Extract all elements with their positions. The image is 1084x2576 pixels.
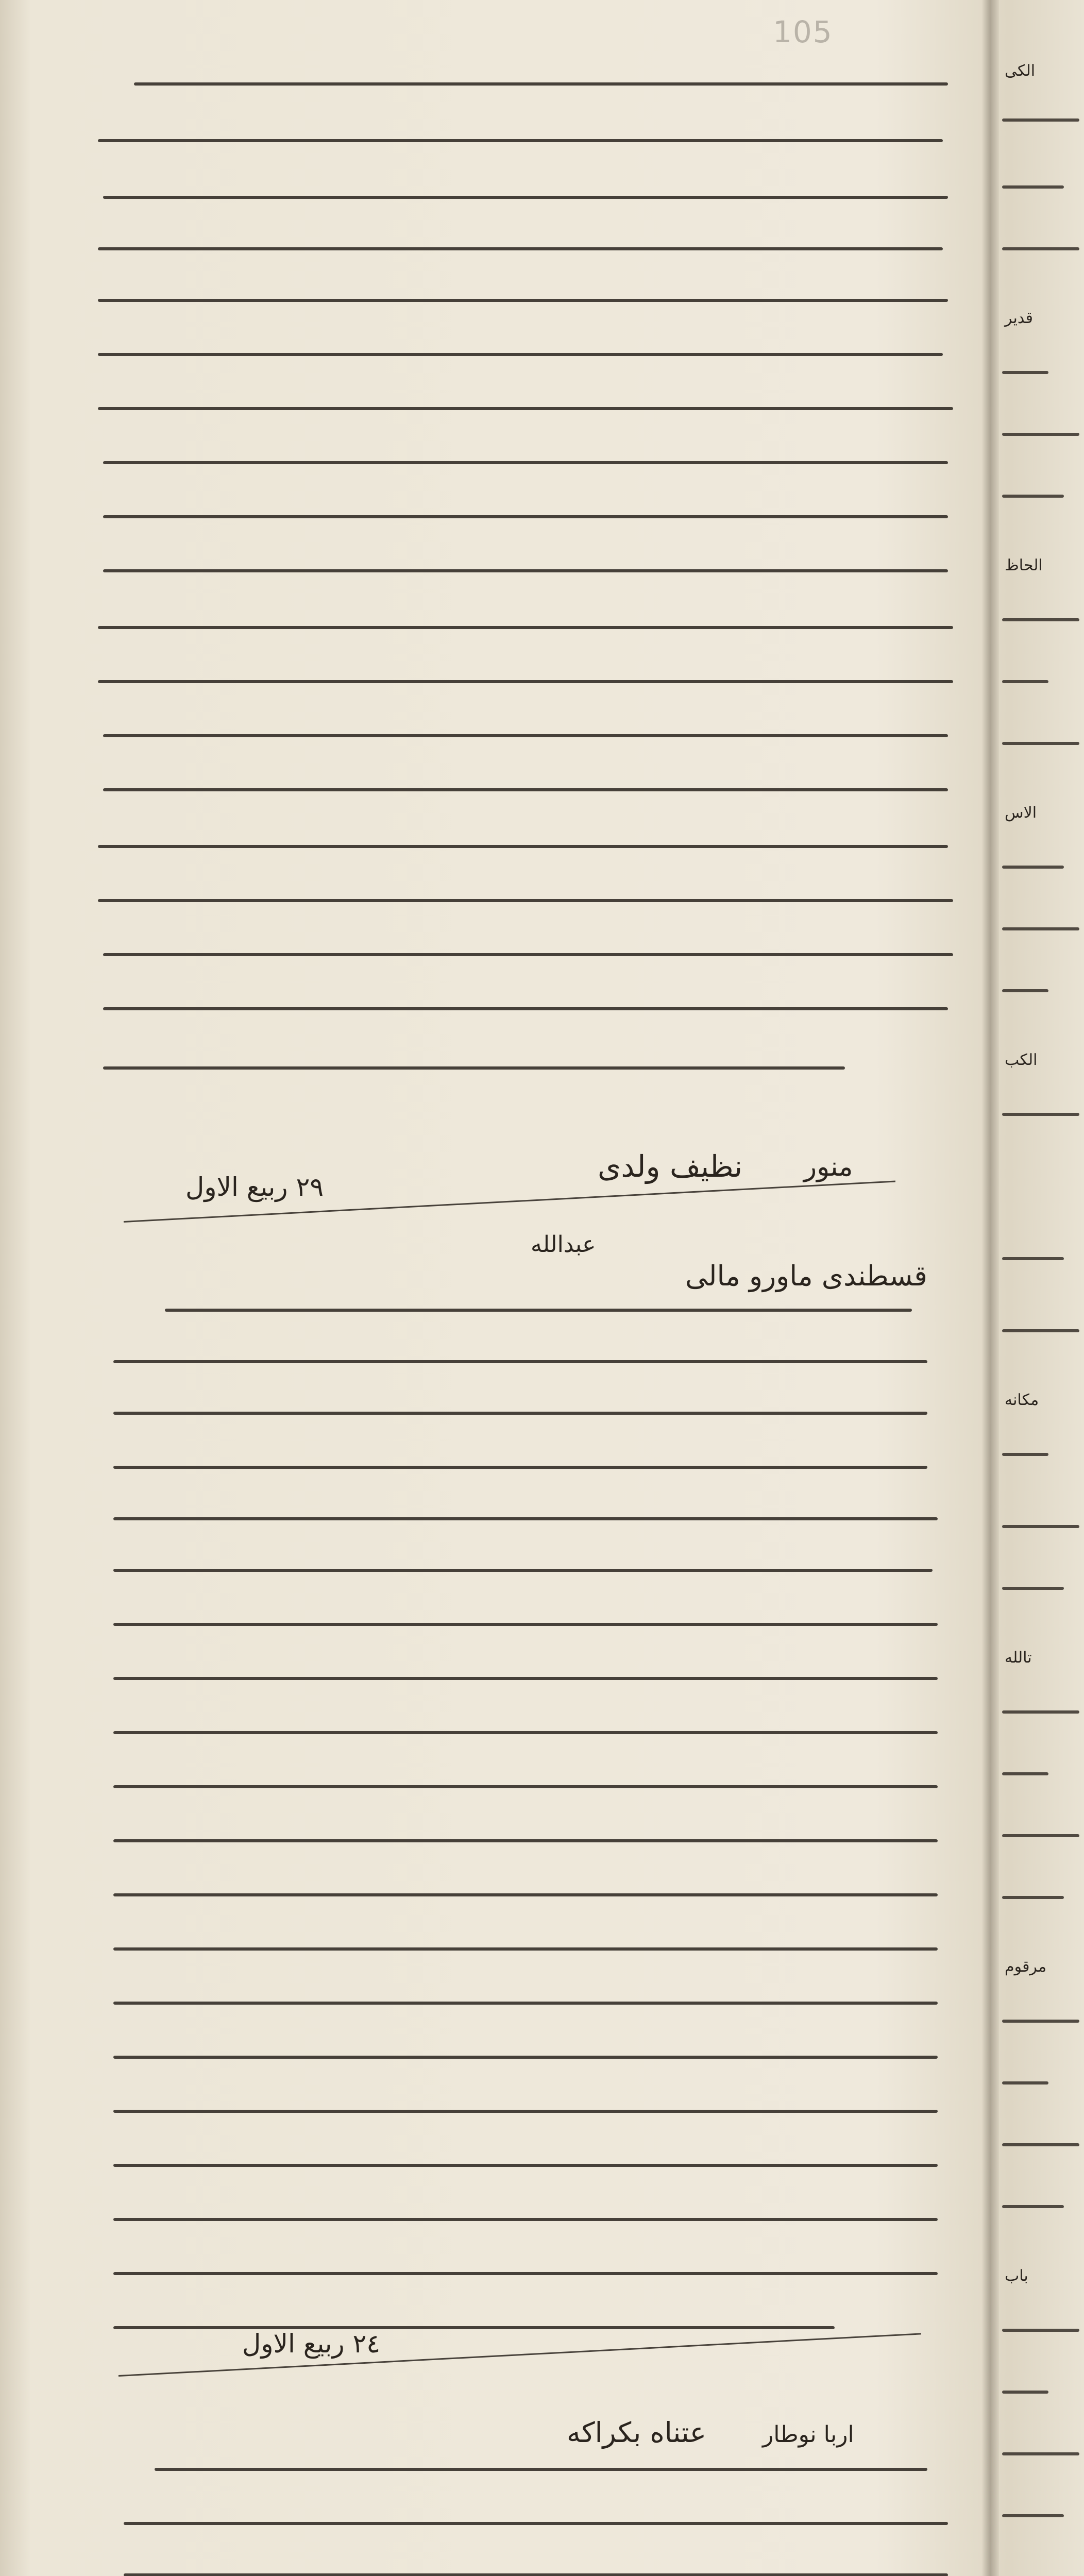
facing-page-fragment: مرقوم <box>1005 1958 1047 1976</box>
facing-script-line <box>1002 2081 1048 2084</box>
facing-script-line <box>1002 2391 1048 2394</box>
script-line <box>113 1517 938 1520</box>
entry-2-date: ٢٤ ربیع الاول <box>242 2329 381 2359</box>
facing-script-line <box>1002 989 1048 992</box>
script-line <box>98 899 953 902</box>
facing-script-line <box>1002 2452 1079 2455</box>
facing-script-line <box>1002 1329 1079 1332</box>
script-line <box>113 1893 938 1896</box>
script-line <box>113 2164 938 2167</box>
script-line <box>103 461 948 464</box>
facing-script-line <box>1002 433 1079 436</box>
facing-script-line <box>1002 1772 1048 1775</box>
script-line <box>103 196 948 199</box>
script-line <box>103 1007 948 1010</box>
script-line <box>98 247 943 250</box>
facing-script-line <box>1002 1453 1048 1456</box>
script-line <box>124 2573 948 2576</box>
script-line <box>103 515 948 518</box>
facing-script-line <box>1002 495 1064 498</box>
script-line <box>113 1731 938 1734</box>
script-line <box>98 845 948 848</box>
script-line <box>98 626 953 629</box>
script-line <box>113 1569 933 1572</box>
entry-1-date: ٢٩ ربیع الاول <box>185 1172 324 1202</box>
script-line <box>113 2056 938 2059</box>
entry-1-margin-prefix: منور <box>804 1151 853 1182</box>
facing-script-line <box>1002 185 1064 189</box>
script-line <box>103 953 953 956</box>
script-line <box>113 2218 938 2221</box>
facing-page-fragment: قدیر <box>1005 309 1033 327</box>
script-line <box>113 1839 938 1842</box>
facing-page-fragment: الکی <box>1005 62 1036 80</box>
facing-script-line <box>1002 2143 1079 2146</box>
entry-3-margin-prefix: اربا نوطار <box>763 2421 854 2448</box>
script-line <box>103 788 948 791</box>
facing-script-line <box>1002 618 1079 621</box>
script-line <box>155 2468 927 2471</box>
facing-script-line <box>1002 1710 1079 1714</box>
facing-script-line <box>1002 1834 1079 1837</box>
facing-page-fragment: باب <box>1005 2267 1028 2285</box>
script-line <box>103 734 948 737</box>
entry-2-margin-prefix: عبدالله <box>531 1231 596 1258</box>
facing-script-line <box>1002 2329 1079 2332</box>
script-line <box>113 1360 927 1363</box>
facing-script-line <box>1002 247 1079 250</box>
facing-script-line <box>1002 927 1079 930</box>
script-line <box>113 2110 938 2113</box>
script-line <box>103 1066 845 1070</box>
entry-3-margin-heading: عتناه بکراکه <box>567 2416 707 2449</box>
facing-script-line <box>1002 1587 1064 1590</box>
entry-2-margin-heading: قسطندی ماورو مالی <box>685 1260 927 1292</box>
script-line <box>103 569 948 572</box>
facing-page-fragment: الاس <box>1005 804 1037 822</box>
facing-page-fragment: مکانه <box>1005 1391 1039 1409</box>
script-line <box>98 407 953 410</box>
facing-script-line <box>1002 2514 1064 2517</box>
script-line <box>124 2522 948 2525</box>
script-line <box>98 680 953 683</box>
facing-page-fragment: الحاظ <box>1005 556 1043 574</box>
facing-page-fragment: الکب <box>1005 1051 1038 1069</box>
script-line <box>113 2272 938 2275</box>
script-line <box>113 1785 938 1788</box>
facing-script-line <box>1002 371 1048 374</box>
script-line <box>134 82 948 86</box>
script-line <box>98 139 943 142</box>
facing-script-line <box>1002 866 1064 869</box>
script-line <box>113 1947 938 1951</box>
facing-script-line <box>1002 1525 1079 1528</box>
script-line <box>165 1309 912 1312</box>
binding-gutter <box>981 0 999 2576</box>
entry-1-margin-heading: نظیف ولدی <box>598 1149 743 1184</box>
facing-script-line <box>1002 680 1048 683</box>
script-line <box>113 2326 835 2329</box>
facing-script-line <box>1002 2020 1079 2023</box>
facing-script-line <box>1002 1113 1079 1116</box>
script-line <box>113 1623 938 1626</box>
facing-page-fragment: تالله <box>1005 1649 1032 1667</box>
facing-script-line <box>1002 1257 1064 1260</box>
page-number: 105 <box>773 14 833 49</box>
script-line <box>113 1412 927 1415</box>
facing-script-line <box>1002 118 1079 122</box>
script-line <box>98 353 943 356</box>
script-line <box>113 2002 938 2005</box>
facing-script-line <box>1002 1896 1064 1899</box>
script-line <box>113 1466 927 1469</box>
script-line <box>98 299 948 302</box>
facing-script-line <box>1002 2205 1064 2208</box>
facing-script-line <box>1002 742 1079 745</box>
script-line <box>113 1677 938 1680</box>
